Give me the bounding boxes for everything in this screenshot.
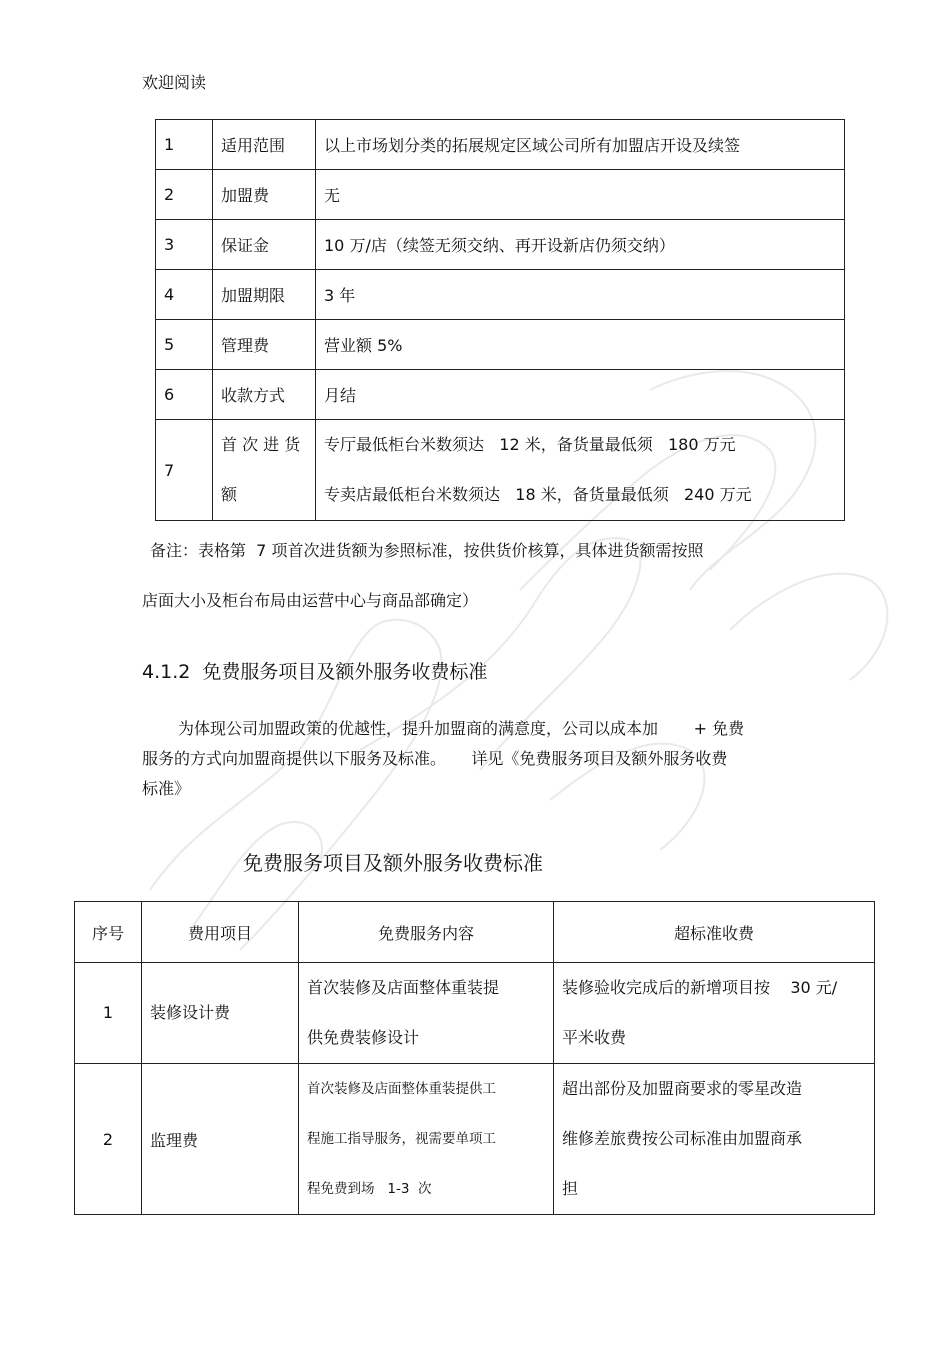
column-header: 超标准收费 [554, 902, 875, 963]
fee-table [155, 119, 845, 521]
row-number: 2 [156, 170, 213, 220]
table-row [156, 320, 845, 370]
cell-line: 程施工指导服务，视需要单项工 [307, 1131, 496, 1147]
row-number: 1 [156, 120, 213, 170]
row-number: 7 [156, 420, 213, 521]
table-row [156, 220, 845, 270]
row-item: 保证金 [213, 220, 316, 270]
table-row [156, 170, 845, 220]
table-header-row [75, 902, 875, 963]
cell-line: 超出部份及加盟商要求的零星改造 [562, 1079, 803, 1098]
row-number: 6 [156, 370, 213, 420]
column-header: 免费服务内容 [299, 902, 554, 963]
row-number: 2 [75, 1064, 142, 1215]
row-content-line: 专卖店最低柜台米数须达 18 米，备货量最低须 240 万元 [324, 485, 752, 504]
row-number: 5 [156, 320, 213, 370]
row-content: 以上市场划分类的拓展规定区域公司所有加盟店开设及续签 [316, 120, 845, 170]
row-content [316, 420, 845, 521]
row-number: 3 [156, 220, 213, 270]
table-row [156, 270, 845, 320]
table-row [156, 420, 845, 521]
row-item-line: 额 [221, 485, 238, 504]
row-item: 适用范围 [213, 120, 316, 170]
page-header: 欢迎阅读 [142, 73, 207, 92]
cell-line: 首次装修及店面整体重装提供工 [307, 1081, 496, 1097]
table-row [75, 963, 875, 1064]
body-paragraph [142, 714, 812, 804]
table-row [156, 120, 845, 170]
row-content: 无 [316, 170, 845, 220]
row-item: 监理费 [142, 1064, 299, 1215]
note-line: 备注：表格第 7 项首次进货额为参照标准，按供货价核算，具体进货额需按照 [150, 541, 704, 560]
cell-line: 程免费到场 1-3 次 [307, 1181, 432, 1197]
row-item: 加盟费 [213, 170, 316, 220]
paragraph-line: 标准》 [142, 779, 191, 798]
row-content: 10 万/店（续签无须交纳、再开设新店仍须交纳） [316, 220, 845, 270]
row-content: 3 年 [316, 270, 845, 320]
cell-line: 供免费装修设计 [307, 1028, 420, 1047]
row-content: 月结 [316, 370, 845, 420]
cell-line: 首次装修及店面整体重装提 [307, 978, 500, 997]
row-item: 管理费 [213, 320, 316, 370]
row-item: 装修设计费 [142, 963, 299, 1064]
row-extra-fee [554, 1064, 875, 1215]
table-caption: 免费服务项目及额外服务收费标准 [243, 851, 543, 875]
cell-line: 维修差旅费按公司标准由加盟商承 [562, 1129, 803, 1148]
cell-line: 担 [562, 1179, 579, 1198]
table-row [75, 1064, 875, 1215]
row-extra-fee [554, 963, 875, 1064]
cell-line: 装修验收完成后的新增项目按 30 元/ [562, 978, 838, 997]
row-content: 营业额 5% [316, 320, 845, 370]
paragraph-line: 为体现公司加盟政策的优越性，提升加盟商的满意度，公司以成本加 + 免费 [178, 719, 745, 738]
paragraph-line: 服务的方式向加盟商提供以下服务及标准。 详见《免费服务项目及额外服务收费 [142, 749, 728, 768]
note-line: 店面大小及柜台布局由运营中心与商品部确定） [142, 591, 479, 610]
row-free-service [299, 1064, 554, 1215]
column-header: 费用项目 [142, 902, 299, 963]
row-item [213, 420, 316, 521]
cell-line: 平米收费 [562, 1028, 627, 1047]
column-header: 序号 [75, 902, 142, 963]
row-number: 1 [75, 963, 142, 1064]
row-free-service [299, 963, 554, 1064]
row-item: 收款方式 [213, 370, 316, 420]
row-number: 4 [156, 270, 213, 320]
row-item: 加盟期限 [213, 270, 316, 320]
table-row [156, 370, 845, 420]
row-content-line: 专厅最低柜台米数须达 12 米，备货量最低须 180 万元 [324, 435, 736, 454]
service-table [74, 901, 875, 1215]
row-item-line: 首 次 进 货 [221, 435, 301, 454]
section-title: 4.1.2 免费服务项目及额外服务收费标准 [142, 661, 488, 683]
